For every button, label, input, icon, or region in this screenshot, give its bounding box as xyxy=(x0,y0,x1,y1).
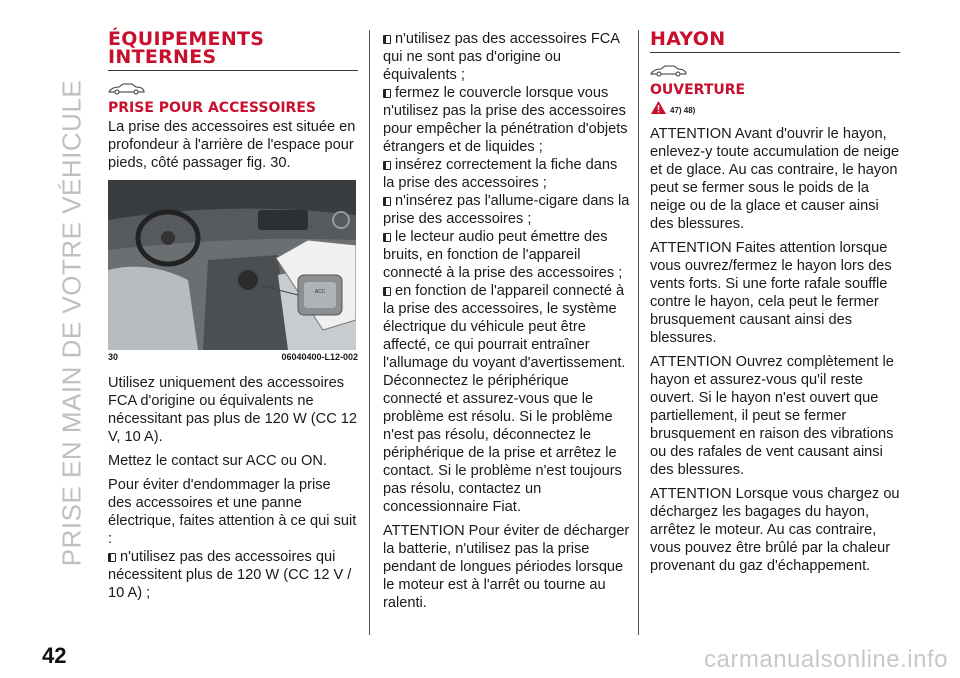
column-left xyxy=(108,30,358,602)
bullet-item: n'utilisez pas des accessoires qui nécessitent plus de 120 W (CC 12 V / 10 A) ; xyxy=(108,549,352,601)
car-interior-illustration xyxy=(108,180,356,350)
paragraph-contact: Mettez le contact sur ACC ou ON. xyxy=(108,453,327,469)
attention-echappement: ATTENTION Lorsque vous chargez ou déchargez les bagages du hayon, arrêtez le moteur. Au cas contraire, vous pouvez être brûlé par la chaleur provenant du gaz d'échappement. xyxy=(650,486,900,574)
watermark: carmanualsonline.info xyxy=(704,646,948,673)
car-model-icon xyxy=(108,81,146,95)
bullet-box-icon xyxy=(383,197,391,206)
bullet-item: le lecteur audio peut émettre des bruits, en fonction de l'appareil connecté à la prise des accessoires ; xyxy=(383,229,623,281)
section-heading-equipements: ÉQUIPEMENTS INTERNES xyxy=(108,28,265,68)
attention-neige: ATTENTION Avant d'ouvrir le hayon, enlevez-y toute accumulation de neige et de glace. Au cas contraire, le hayon peut se fermer sous le poids de la neige ou de la glace et causer ainsi des blessures. xyxy=(650,126,900,232)
paragraph-accessoires: Utilisez uniquement des accessoires FCA d'origine ou équivalents ne nécessitant pas plus de 120 W (CC 12 V, 10 A). xyxy=(108,375,358,445)
page-number: 42 xyxy=(42,643,67,668)
paragraph-intro: La prise des accessoires est située en profondeur à l'arrière de l'espace pour pieds, côté passager fig. 30. xyxy=(108,119,356,171)
heading-rule xyxy=(108,70,358,71)
side-section-title xyxy=(52,28,92,618)
section-heading-hayon: HAYON xyxy=(650,28,726,50)
bullet-box-icon xyxy=(108,553,116,562)
warning-triangle-icon xyxy=(650,100,667,115)
column-divider xyxy=(638,30,639,635)
bullet-item: n'insérez pas l'allume-cigare dans la prise des accessoires ; xyxy=(383,193,630,227)
bullet-box-icon xyxy=(383,233,391,242)
heading-rule xyxy=(650,52,900,53)
attention-vent: ATTENTION Faites attention lorsque vous ouvrez/fermez le hayon lors des vents forts. Si une forte rafale souffle contre le hayon, cela peut le fermer brusquement causant ainsi des blessures. xyxy=(650,240,892,346)
warning-refs: 47) 48) xyxy=(670,106,696,115)
bullet-box-icon xyxy=(383,161,391,170)
side-section-title-text: PRISE EN MAIN DE VOTRE VÉHICULE xyxy=(56,79,87,567)
figure-number: 30 xyxy=(108,352,119,362)
figure-caption xyxy=(108,352,358,362)
warning-reference xyxy=(650,100,900,115)
paragraph-attention-suit: Pour éviter d'endommager la prise des accessoires et une panne électrique, faites attention à ce qui suit : xyxy=(108,477,357,547)
column-divider xyxy=(369,30,370,635)
column-middle xyxy=(383,30,631,618)
subheading-ouverture: OUVERTURE xyxy=(650,82,746,98)
bullet-item: en fonction de l'appareil connecté à la prise des accessoires, le système électrique du véhicule peut être affecté, ce qui pourrait entraîner l'allumage du voyant d'avertissement. Déconnectez le périphérique connecté et assurez-vous que le problème est résolu. Si le problème n'est pas résolu, déconnectez le périphérique de la prise et arrêtez le contact. Si le problème n'est toujours pas résolu, contactez un concessionnaire Fiat. xyxy=(383,283,626,515)
figure-code: 06040400-L12-002 xyxy=(281,352,358,362)
bullet-box-icon xyxy=(383,89,391,98)
svg-text:ACC: ACC xyxy=(314,289,326,295)
attention-ouverture: ATTENTION Ouvrez complètement le hayon et assurez-vous qu'il reste ouvert. Si le hayon n'est ouvert que partiellement, il peut se fermer brusquement en raison des vibrations ou des rafales de vent causant ainsi des blessures. xyxy=(650,354,894,478)
bullet-item: fermez le couvercle lorsque vous n'utilisez pas la prise des accessoires pour empêcher la pénétration d'objets étrangers et de liquides ; xyxy=(383,85,628,155)
subheading-prise-accessoires: PRISE POUR ACCESSOIRES xyxy=(108,100,316,116)
bullet-box-icon xyxy=(383,287,391,296)
bullet-box-icon xyxy=(383,35,391,44)
figure-30-image xyxy=(108,180,356,350)
column-right xyxy=(650,30,900,581)
car-model-icon xyxy=(650,63,688,77)
bullet-item: insérez correctement la fiche dans la prise des accessoires ; xyxy=(383,157,618,191)
attention-batterie: ATTENTION Pour éviter de décharger la batterie, n'utilisez pas la prise pendant de longues périodes lorsque le moteur est à l'arrêt ou tourne au ralenti. xyxy=(383,523,630,611)
bullet-item: n'utilisez pas des accessoires FCA qui ne sont pas d'origine ou équivalents ; xyxy=(383,31,620,83)
